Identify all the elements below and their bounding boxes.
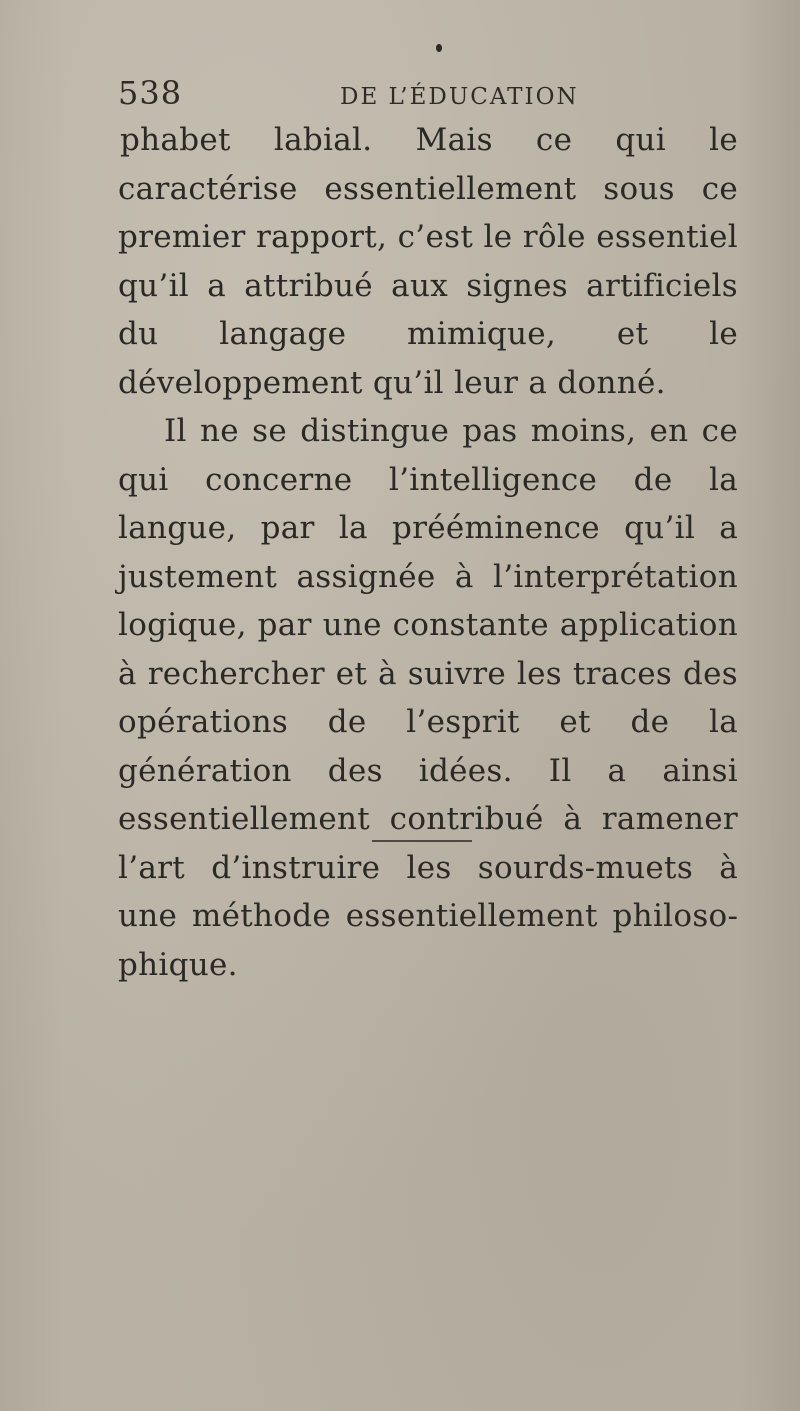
paragraph-1: phabet labial. Mais ce qui le caractérise essentiellement sous ce premier rapport, c’est le rôle essentiel qu’il a attribué aux signes artificiels du langage mimique, et le développement qu’il leur a donné. [118, 122, 738, 401]
paragraph-2: Il ne se distingue pas moins, en ce qui concerne l’intelligence de la langue, par la prééminence qu’il a justement assignée à l’interprétation logique, par une constante application à rechercher et à suivre les traces des opérations de l’esprit et de la génération des idées. Il a ainsi essentiellement contribué à ramener l’art d’instruire les sourds-muets à une méthode essentiellement philosophique. [118, 413, 738, 983]
page-number: 538 [118, 74, 183, 112]
body-text [118, 116, 738, 989]
section-end-rule [372, 840, 472, 842]
running-head [118, 74, 718, 118]
ink-speck [436, 44, 442, 52]
running-title: DE L’ÉDUCATION [340, 84, 579, 110]
